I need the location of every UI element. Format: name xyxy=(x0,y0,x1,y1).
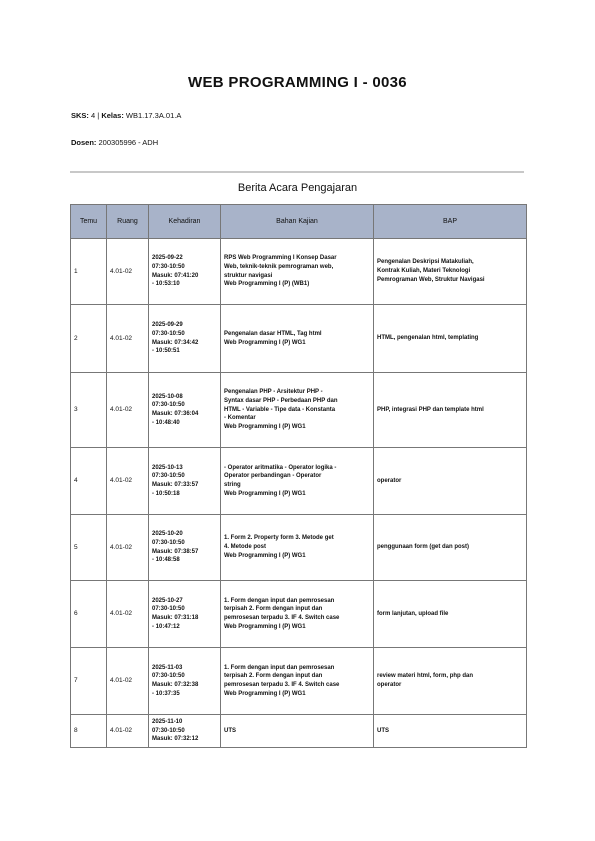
divider xyxy=(70,171,524,173)
cell-kehadiran-line: Masuk: 07:33:57 xyxy=(152,482,199,488)
cell-bahan-kajian-line: Operator perbandingan - Operator xyxy=(224,473,322,480)
cell-kehadiran xyxy=(149,448,221,515)
cell-bap-line: penggunaan form (get dan post) xyxy=(377,544,469,551)
cell-bap xyxy=(374,715,527,748)
cell-bap xyxy=(374,305,527,373)
cell-temu: 6 xyxy=(71,581,107,648)
cell-bap xyxy=(374,373,527,448)
cell-bahan-kajian-line: struktur navigasi xyxy=(224,272,273,279)
cell-bahan-kajian-line: string xyxy=(224,482,241,488)
page-title: WEB PROGRAMMING I - 0036 xyxy=(188,74,407,91)
cell-kehadiran-line: Masuk: 07:32:38 xyxy=(152,682,199,688)
cell-kehadiran-line: Masuk: 07:32:12 xyxy=(152,736,199,743)
cell-kehadiran-line: Masuk: 07:31:18 xyxy=(152,615,199,621)
cell-bahan-kajian-line: Web Programming I (P) WG1 xyxy=(224,339,306,346)
kelas-value: WB1.17.3A.01.A xyxy=(123,111,182,120)
course-meta xyxy=(71,111,181,120)
cell-kehadiran-line: 2025-10-27 xyxy=(152,597,183,604)
lecturer-meta xyxy=(71,138,158,147)
cell-bahan-kajian-line: Web Programming I (P) WG1 xyxy=(224,552,306,559)
cell-bahan-kajian-line: terpisah 2. Form dengan input dan xyxy=(224,606,323,613)
table-row xyxy=(71,305,527,373)
header-ruang: Ruang xyxy=(107,205,149,239)
cell-bahan-kajian xyxy=(221,515,374,581)
header-bahan-kajian: Bahan Kajian xyxy=(221,205,374,239)
header-bap: BAP xyxy=(374,205,527,239)
cell-kehadiran xyxy=(149,715,221,748)
cell-bap xyxy=(374,515,527,581)
table-row xyxy=(71,648,527,715)
cell-kehadiran-line: - 10:48:40 xyxy=(152,419,180,426)
cell-kehadiran-line: 07:30-10:50 xyxy=(152,263,185,270)
cell-bap-line: HTML, pengenalan html, templating xyxy=(377,335,479,342)
table-header-row xyxy=(71,205,527,239)
cell-kehadiran xyxy=(149,305,221,373)
cell-kehadiran-line: Masuk: 07:34:42 xyxy=(152,339,199,346)
cell-bahan-kajian-line: terpisah 2. Form dengan input dan xyxy=(224,673,323,680)
cell-bap-line: UTS xyxy=(377,727,389,734)
kelas-label: Kelas: xyxy=(101,111,124,120)
cell-bahan-kajian-line: Web Programming I (P) WG1 xyxy=(224,623,306,630)
cell-ruang: 4.01-02 xyxy=(107,373,149,448)
cell-kehadiran-line: 2025-11-03 xyxy=(152,664,183,671)
cell-bahan-kajian-line: Web Programming I (P) WG1 xyxy=(224,490,306,497)
cell-bahan-kajian-line: 1. Form 2. Property form 3. Metode get xyxy=(224,535,334,542)
cell-kehadiran-line: 07:30-10:50 xyxy=(152,673,185,680)
cell-bahan-kajian-line: Web Programming I (P) (WB1) xyxy=(224,281,310,288)
cell-bahan-kajian-line: 1. Form dengan input dan pemrosesan xyxy=(224,664,335,671)
cell-kehadiran-line: 2025-09-22 xyxy=(152,255,183,262)
cell-kehadiran-line: - 10:37:35 xyxy=(152,690,180,697)
sks-label: SKS: xyxy=(71,111,89,120)
cell-bahan-kajian-line: pemrosesan terpadu 3. IF 4. Switch case xyxy=(224,682,340,688)
cell-kehadiran-line: Masuk: 07:41:20 xyxy=(152,272,199,279)
cell-bap-line: Pemrograman Web, Struktur Navigasi xyxy=(377,276,485,283)
cell-kehadiran xyxy=(149,515,221,581)
cell-ruang: 4.01-02 xyxy=(107,515,149,581)
cell-kehadiran-line: - 10:53:10 xyxy=(152,281,180,288)
cell-temu: 7 xyxy=(71,648,107,715)
cell-kehadiran-line: 07:30-10:50 xyxy=(152,402,185,409)
cell-bahan-kajian-line: Web Programming I (P) WG1 xyxy=(224,690,306,697)
bap-table xyxy=(70,204,527,748)
cell-bahan-kajian xyxy=(221,305,374,373)
cell-bahan-kajian xyxy=(221,715,374,748)
cell-bap xyxy=(374,581,527,648)
cell-kehadiran-line: 2025-10-08 xyxy=(152,393,183,400)
table-body xyxy=(71,239,527,748)
table-row xyxy=(71,239,527,305)
cell-kehadiran-line: 2025-09-29 xyxy=(152,322,183,329)
cell-kehadiran-line: - 10:50:18 xyxy=(152,490,180,497)
section-title: Berita Acara Pengajaran xyxy=(237,182,358,194)
table-row xyxy=(71,448,527,515)
cell-kehadiran-line: 2025-10-20 xyxy=(152,531,183,538)
cell-kehadiran-line: 2025-10-13 xyxy=(152,464,183,471)
cell-kehadiran xyxy=(149,648,221,715)
cell-bahan-kajian-line: 4. Metode post xyxy=(224,544,267,551)
cell-bahan-kajian-line: 1. Form dengan input dan pemrosesan xyxy=(224,597,335,604)
cell-bap xyxy=(374,239,527,305)
dosen-label: Dosen: xyxy=(71,138,97,147)
cell-bap xyxy=(374,648,527,715)
cell-temu: 8 xyxy=(71,715,107,748)
cell-temu: 5 xyxy=(71,515,107,581)
cell-kehadiran-line: - 10:47:12 xyxy=(152,623,180,630)
cell-bap-line: review materi html, form, php dan xyxy=(377,673,474,680)
cell-bap-line: Pengenalan Deskripsi Matakuliah, xyxy=(377,259,474,266)
cell-bahan-kajian-line: UTS xyxy=(224,727,236,734)
cell-temu: 2 xyxy=(71,305,107,373)
cell-bahan-kajian xyxy=(221,373,374,448)
table-row xyxy=(71,515,527,581)
cell-ruang: 4.01-02 xyxy=(107,448,149,515)
cell-kehadiran-line: 07:30-10:50 xyxy=(152,539,185,546)
cell-bap xyxy=(374,448,527,515)
cell-bahan-kajian xyxy=(221,448,374,515)
table-row xyxy=(71,581,527,648)
cell-bahan-kajian xyxy=(221,239,374,305)
cell-kehadiran xyxy=(149,373,221,448)
cell-kehadiran xyxy=(149,239,221,305)
cell-temu: 1 xyxy=(71,239,107,305)
cell-bap-line: operator xyxy=(377,682,402,688)
cell-bahan-kajian-line: Web Programming I (P) WG1 xyxy=(224,424,306,431)
header-kehadiran: Kehadiran xyxy=(149,205,221,239)
cell-ruang: 4.01-02 xyxy=(107,305,149,373)
cell-kehadiran-line: 2025-11-10 xyxy=(152,718,183,725)
cell-ruang: 4.01-02 xyxy=(107,239,149,305)
cell-bahan-kajian-line: pemrosesan terpadu 3. IF 4. Switch case xyxy=(224,615,340,621)
cell-ruang: 4.01-02 xyxy=(107,648,149,715)
cell-kehadiran-line: - 10:48:58 xyxy=(152,557,180,564)
cell-kehadiran xyxy=(149,581,221,648)
cell-bap-line: operator xyxy=(377,477,402,484)
cell-ruang: 4.01-02 xyxy=(107,715,149,748)
cell-bahan-kajian-line: Web, teknik-teknik pemrograman web, xyxy=(224,263,334,270)
cell-bahan-kajian-line: Pengenalan dasar HTML, Tag html xyxy=(224,330,322,337)
sks-value: 4 | xyxy=(91,111,102,120)
cell-bahan-kajian-line: Pengenalan PHP - Arsitektur PHP - xyxy=(224,389,323,396)
cell-bap-line: PHP, integrasi PHP dan template html xyxy=(377,406,484,413)
table-row xyxy=(71,715,527,748)
cell-temu: 4 xyxy=(71,448,107,515)
cell-bahan-kajian-line: Syntax dasar PHP - Perbedaan PHP dan xyxy=(224,397,338,404)
header-temu: Temu xyxy=(71,205,107,239)
dosen-value: 200305996 - ADH xyxy=(96,138,159,147)
cell-bahan-kajian-line: - Komentar xyxy=(224,415,256,422)
cell-bahan-kajian-line: - Operator aritmatika - Operator logika - xyxy=(224,464,337,471)
cell-kehadiran-line: 07:30-10:50 xyxy=(152,727,185,734)
table-row xyxy=(71,373,527,448)
cell-bahan-kajian xyxy=(221,581,374,648)
cell-bahan-kajian-line: RPS Web Programming I Konsep Dasar xyxy=(224,255,337,262)
cell-kehadiran-line: 07:30-10:50 xyxy=(152,330,185,337)
cell-kehadiran-line: - 10:50:51 xyxy=(152,348,180,355)
cell-kehadiran-line: Masuk: 07:36:04 xyxy=(152,411,199,417)
cell-kehadiran-line: 07:30-10:50 xyxy=(152,473,185,480)
cell-kehadiran-line: 07:30-10:50 xyxy=(152,606,185,613)
cell-bahan-kajian xyxy=(221,648,374,715)
cell-bahan-kajian-line: HTML - Variable - Tipe data - Konstanta xyxy=(224,406,336,413)
cell-bap-line: Kontrak Kuliah, Materi Teknologi xyxy=(377,268,471,275)
cell-temu: 3 xyxy=(71,373,107,448)
cell-bap-line: form lanjutan, upload file xyxy=(377,610,449,617)
cell-ruang: 4.01-02 xyxy=(107,581,149,648)
cell-kehadiran-line: Masuk: 07:38:57 xyxy=(152,548,199,555)
